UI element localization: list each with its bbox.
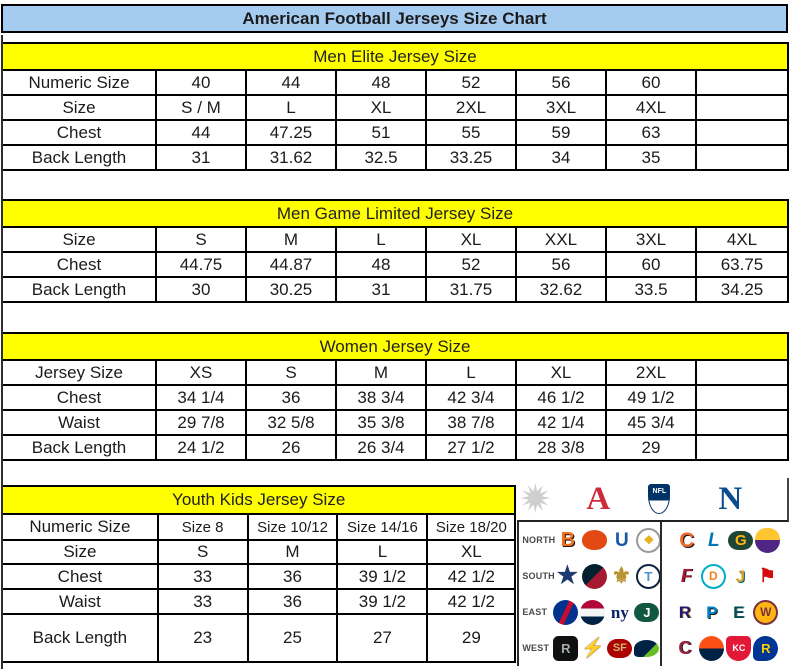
- cell: 35 3/8: [336, 410, 426, 435]
- cell: 46 1/2: [516, 385, 606, 410]
- cell: Size 14/16: [337, 514, 427, 540]
- cell: S: [246, 360, 336, 385]
- titans-logo-icon: T: [636, 564, 661, 589]
- cell: 31: [156, 145, 246, 170]
- cell: 52: [426, 252, 516, 277]
- youth-size-table: [1, 485, 516, 663]
- colts-logo-icon: U: [614, 529, 629, 551]
- cell: 36: [246, 385, 336, 410]
- cell: XL: [516, 360, 606, 385]
- cell: XL: [336, 95, 426, 120]
- table-row: [2, 385, 788, 410]
- cell: 31: [336, 277, 426, 302]
- division-label: NORTH: [522, 535, 556, 545]
- row-label: Waist: [2, 589, 158, 614]
- cell: 60: [606, 70, 696, 95]
- chiefs-logo-icon: KC: [726, 636, 751, 661]
- cell: 24 1/2: [156, 435, 246, 460]
- cell: 33.25: [426, 145, 516, 170]
- cell: M: [246, 227, 336, 252]
- redskins-logo-icon: W: [753, 600, 778, 625]
- cell: S / M: [156, 95, 246, 120]
- afc-logo-icon: A: [586, 481, 611, 517]
- table-row: [2, 252, 788, 277]
- cell: 59: [516, 120, 606, 145]
- row-label: Numeric Size: [2, 514, 158, 540]
- cell: 30: [156, 277, 246, 302]
- women-size-table: [1, 332, 789, 461]
- division-label: EAST: [522, 607, 548, 617]
- nfc-east-logos: [672, 600, 778, 625]
- cell: 29: [427, 614, 515, 662]
- row-label: Chest: [2, 252, 156, 277]
- cell: 42 1/2: [427, 589, 515, 614]
- cell: 25: [248, 614, 338, 662]
- divisions-grid: [517, 522, 789, 666]
- nfl-shield-icon: [648, 484, 670, 514]
- nfl-teams-panel: [517, 478, 789, 667]
- cell: 31.75: [426, 277, 516, 302]
- chargers-logo-icon: ⚡: [581, 637, 605, 659]
- cell: 32.62: [516, 277, 606, 302]
- cell: 34: [516, 145, 606, 170]
- table-row: [2, 614, 515, 662]
- cell: L: [426, 360, 516, 385]
- cell: 2XL: [606, 360, 696, 385]
- row-label: Back Length: [2, 435, 156, 460]
- bills-logo-icon: [553, 600, 578, 625]
- starburst-icon: [520, 483, 550, 513]
- cell: 52: [426, 70, 516, 95]
- table-row: [2, 145, 788, 170]
- giants-logo-icon: ny: [610, 602, 629, 622]
- section-header-youth: Youth Kids Jersey Size: [2, 486, 515, 514]
- cardinals-logo-icon: C: [678, 638, 692, 658]
- division-row-south: [519, 558, 789, 594]
- left-border-line: [1, 35, 3, 669]
- afc-north-logos: [555, 528, 661, 553]
- cell: 23: [158, 614, 248, 662]
- buccaneers-logo-icon: ⚑: [758, 565, 776, 587]
- nfc-logo-icon: N: [718, 481, 743, 517]
- cell: 35: [606, 145, 696, 170]
- patriots-logo-icon: [580, 600, 605, 625]
- row-label: Jersey Size: [2, 360, 156, 385]
- row-label: Size: [2, 227, 156, 252]
- cell: 34 1/4: [156, 385, 246, 410]
- conference-header: [517, 478, 789, 522]
- cell: 30.25: [246, 277, 336, 302]
- cell: 44: [246, 70, 336, 95]
- cell: 32.5: [336, 145, 426, 170]
- row-label: Chest: [2, 120, 156, 145]
- cell: 51: [336, 120, 426, 145]
- afc-west-logos: [553, 636, 659, 661]
- nfl-shield-label: NFL: [652, 488, 667, 495]
- raiders-logo-icon: R: [553, 636, 578, 661]
- division-label: WEST: [522, 643, 550, 653]
- nfc-north-logos: [674, 528, 780, 553]
- steelers-logo-icon: ❖: [636, 528, 661, 553]
- cell: L: [246, 95, 336, 120]
- table-row: [2, 120, 788, 145]
- cell: 42 1/2: [427, 564, 515, 589]
- 49ers-logo-icon: SF: [607, 639, 632, 658]
- cell: M: [336, 360, 426, 385]
- cell: Size 18/20: [427, 514, 515, 540]
- row-label: Size: [2, 540, 158, 564]
- cell: 3XL: [606, 227, 696, 252]
- section-header-men-elite: Men Elite Jersey Size: [2, 43, 788, 70]
- cell: [696, 70, 788, 95]
- table-row: [2, 540, 515, 564]
- conference-divider: [660, 522, 662, 666]
- division-label: SOUTH: [522, 571, 555, 581]
- cell: 33: [158, 589, 248, 614]
- table-row: [2, 410, 788, 435]
- row-label: Back Length: [2, 277, 156, 302]
- cell: 56: [516, 70, 606, 95]
- division-row-west: [519, 630, 789, 666]
- cell: Size 10/12: [248, 514, 338, 540]
- cell: 39 1/2: [337, 564, 427, 589]
- cell: 40: [156, 70, 246, 95]
- row-label: Chest: [2, 564, 158, 589]
- cell: [696, 410, 788, 435]
- packers-logo-icon: G: [728, 531, 753, 550]
- cell: XL: [426, 227, 516, 252]
- cell: 47.25: [246, 120, 336, 145]
- cell: 4XL: [696, 227, 788, 252]
- cowboys-star-logo-icon: ★: [556, 562, 579, 589]
- row-label: Back Length: [2, 614, 158, 662]
- row-label: Back Length: [2, 145, 156, 170]
- cell: L: [337, 540, 427, 564]
- cell: [696, 145, 788, 170]
- cell: 27: [337, 614, 427, 662]
- dolphins-logo-icon: D: [701, 564, 726, 589]
- nfc-west-logos: [672, 636, 778, 661]
- cell: M: [248, 540, 338, 564]
- cell: 63: [606, 120, 696, 145]
- bears-logo-icon: C: [679, 528, 695, 552]
- cell: 3XL: [516, 95, 606, 120]
- cell: 63.75: [696, 252, 788, 277]
- cell: 44.87: [246, 252, 336, 277]
- bengals-logo-icon: B: [560, 529, 576, 551]
- cell: 55: [426, 120, 516, 145]
- cell: 32 5/8: [246, 410, 336, 435]
- texans-logo-icon: [582, 564, 607, 589]
- cell: 33.5: [606, 277, 696, 302]
- cell: 42 3/4: [426, 385, 516, 410]
- cell: XS: [156, 360, 246, 385]
- cell: 42 1/4: [516, 410, 606, 435]
- cell: 28 3/8: [516, 435, 606, 460]
- cell: 38 7/8: [426, 410, 516, 435]
- afc-south-logos: [555, 564, 661, 589]
- cell: 45 3/4: [606, 410, 696, 435]
- page-title: American Football Jerseys Size Chart: [1, 4, 788, 33]
- cell: S: [156, 227, 246, 252]
- saints-logo-icon: ⚜: [611, 563, 632, 588]
- men-elite-size-table: [1, 42, 789, 171]
- cell: 2XL: [426, 95, 516, 120]
- table-row: [2, 564, 515, 589]
- jaguars-logo-icon: J: [735, 566, 746, 586]
- cell: 29: [606, 435, 696, 460]
- table-row: [2, 360, 788, 385]
- jets-logo-icon: J: [634, 603, 659, 622]
- cell: [696, 360, 788, 385]
- nfc-south-logos: [674, 564, 780, 589]
- rams-logo-icon: R: [753, 636, 778, 661]
- cell: 39 1/2: [337, 589, 427, 614]
- table-row: [2, 227, 788, 252]
- row-label: Chest: [2, 385, 156, 410]
- division-row-east: [519, 594, 789, 630]
- cell: 48: [336, 252, 426, 277]
- cell: 60: [606, 252, 696, 277]
- cell: 44.75: [156, 252, 246, 277]
- falcons-logo-icon: F: [680, 566, 692, 586]
- cell: 26 3/4: [336, 435, 426, 460]
- cell: 26: [246, 435, 336, 460]
- cell: 31.62: [246, 145, 336, 170]
- eagles-logo-icon: E: [733, 602, 745, 622]
- row-label: Waist: [2, 410, 156, 435]
- cell: 34.25: [696, 277, 788, 302]
- afc-east-logos: [553, 600, 659, 625]
- cell: 36: [248, 589, 338, 614]
- cell: 38 3/4: [336, 385, 426, 410]
- seahawks-logo-icon: [634, 640, 659, 657]
- cell: 29 7/8: [156, 410, 246, 435]
- row-label: Numeric Size: [2, 70, 156, 95]
- cell: [696, 95, 788, 120]
- cell: L: [336, 227, 426, 252]
- cell: 48: [336, 70, 426, 95]
- browns-logo-icon: [582, 530, 607, 550]
- cell: 27 1/2: [426, 435, 516, 460]
- vikings-logo-icon: [755, 528, 780, 553]
- panthers-logo-icon: P: [706, 602, 718, 622]
- cell: XL: [427, 540, 515, 564]
- men-game-limited-size-table: [1, 199, 789, 303]
- section-header-men-game: Men Game Limited Jersey Size: [2, 200, 788, 227]
- cell: 36: [248, 564, 338, 589]
- cell: 44: [156, 120, 246, 145]
- table-row: [2, 95, 788, 120]
- cell: [696, 435, 788, 460]
- cell: Size 8: [158, 514, 248, 540]
- table-row: [2, 277, 788, 302]
- cell: [696, 120, 788, 145]
- cell: 49 1/2: [606, 385, 696, 410]
- ravens-logo-icon: R: [678, 602, 691, 622]
- cell: 4XL: [606, 95, 696, 120]
- lions-logo-icon: L: [708, 529, 720, 551]
- row-label: Size: [2, 95, 156, 120]
- table-row: [2, 589, 515, 614]
- table-row: [2, 70, 788, 95]
- table-row: [2, 514, 515, 540]
- cell: XXL: [516, 227, 606, 252]
- cell: 33: [158, 564, 248, 589]
- division-row-north: [519, 522, 789, 558]
- cell: [696, 385, 788, 410]
- cell: S: [158, 540, 248, 564]
- broncos-logo-icon: [699, 636, 724, 661]
- cell: 56: [516, 252, 606, 277]
- table-row: [2, 435, 788, 460]
- section-header-women: Women Jersey Size: [2, 333, 788, 360]
